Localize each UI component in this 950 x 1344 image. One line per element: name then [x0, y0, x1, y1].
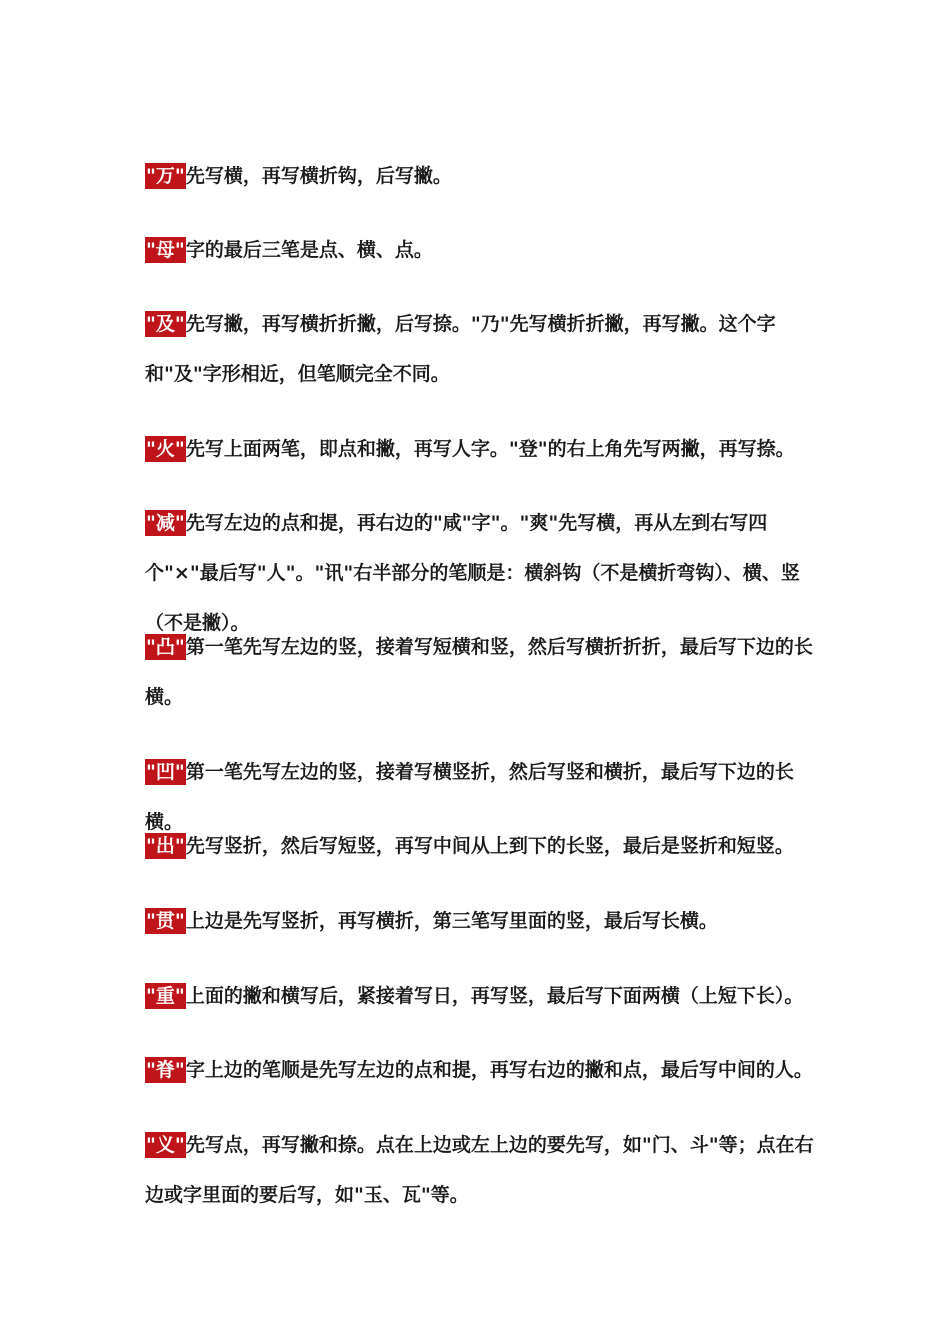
stroke-rule-entry	[145, 151, 815, 201]
stroke-rule-entry	[145, 1045, 815, 1095]
stroke-rule-entry	[145, 225, 815, 275]
entry-text: 先写左边的点和提，再右边的"咸"字"。"爽"先写横，再从左到右写四个"×"最后写"人"。"讯"右半部分的笔顺是：横斜钩（不是横折弯钩）、横、竖（不是撇）。	[145, 512, 800, 634]
stroke-rule-entry	[145, 821, 815, 871]
character-tag: "贯"	[146, 910, 185, 932]
entry-text: 字上边的笔顺是先写左边的点和提，再写右边的撇和点，最后写中间的人。	[185, 1059, 813, 1081]
stroke-rule-entry	[145, 971, 815, 1021]
entry-text: 上边是先写竖折，再写横折，第三笔写里面的竖，最后写长横。	[185, 910, 718, 932]
entry-text: 先写点，再写撇和捺。点在上边或左上边的要先写，如"门、斗"等；点在右边或字里面的要后写，如"玉、瓦"等。	[145, 1134, 814, 1206]
character-tag: "减"	[146, 512, 185, 534]
entry-text: 先写撇，再写横折折撇，后写捺。"乃"先写横折折撇，再写撇。这个字和"及"字形相近，但笔顺完全不同。	[145, 313, 776, 385]
entry-text: 先写上面两笔，即点和撇，再写人字。"登"的右上角先写两撇，再写捺。	[185, 438, 795, 460]
character-tag: "脊"	[146, 1059, 185, 1081]
entry-text: 第一笔先写左边的竖，接着写横竖折，然后写竖和横折，最后写下边的长横。	[145, 761, 794, 833]
stroke-rule-entry	[145, 622, 815, 722]
stroke-rule-entry	[145, 424, 815, 474]
character-tag: "凸"	[146, 636, 185, 658]
character-tag: "出"	[146, 835, 185, 857]
stroke-rule-entry	[145, 896, 815, 946]
character-tag: "义"	[146, 1134, 185, 1156]
character-tag: "母"	[146, 239, 185, 261]
entry-text: 先写竖折，然后写短竖，再写中间从上到下的长竖，最后是竖折和短竖。	[185, 835, 794, 857]
character-tag: "及"	[146, 313, 185, 335]
entry-text: 上面的撇和横写后，紧接着写日，再写竖，最后写下面两横（上短下长）。	[185, 985, 804, 1007]
entry-text: 第一笔先写左边的竖，接着写短横和竖，然后写横折折折，最后写下边的长横。	[145, 636, 813, 708]
entry-text: 字的最后三笔是点、横、点。	[185, 239, 433, 261]
stroke-rule-entry	[145, 299, 815, 399]
entry-text: 先写横，再写横折钩，后写撇。	[185, 165, 452, 187]
character-tag: "凹"	[146, 761, 185, 783]
character-tag: "重"	[146, 985, 185, 1007]
stroke-rule-entry	[145, 1120, 815, 1220]
character-tag: "万"	[146, 165, 185, 187]
character-tag: "火"	[146, 438, 185, 460]
